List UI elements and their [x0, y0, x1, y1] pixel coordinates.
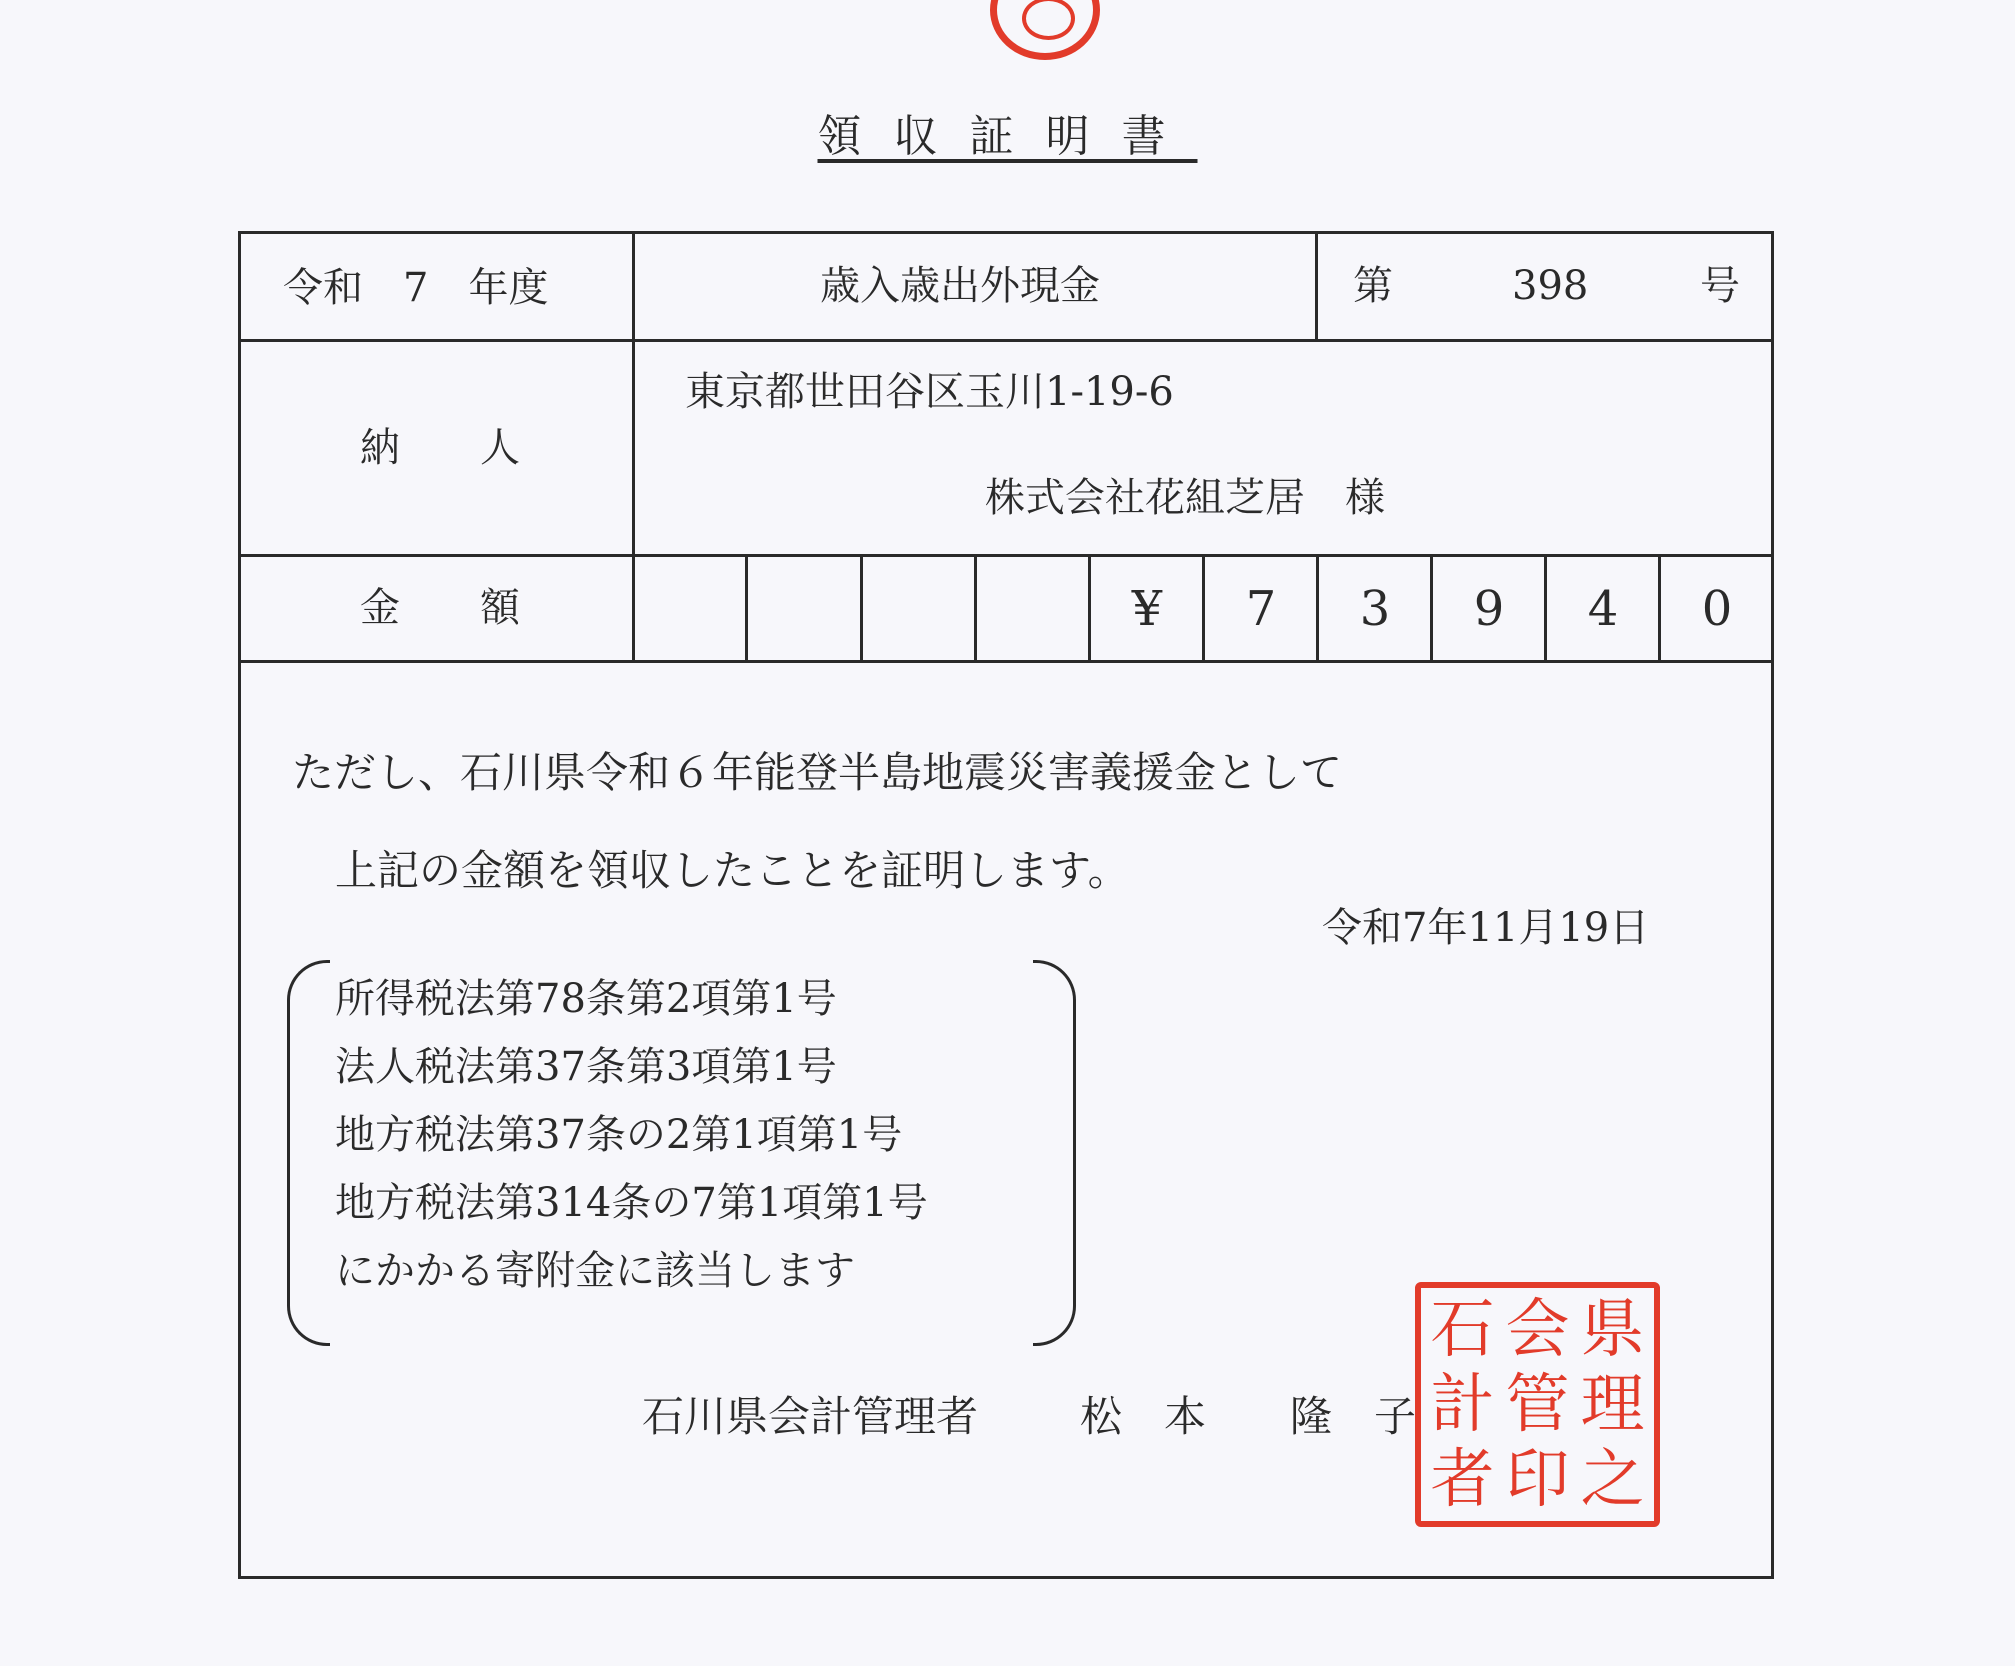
issue-date: 令和7年11月19日	[1322, 905, 1650, 951]
official-seal: 県 理 之 会 管 印 石 計 者	[1415, 1282, 1660, 1527]
column-divider	[1315, 231, 1318, 341]
payer-label: 納 人	[360, 425, 520, 471]
amount-label: 金 額	[360, 585, 520, 631]
digit-divider	[974, 554, 977, 662]
amount-digit: 3	[1359, 581, 1391, 637]
column-divider	[632, 231, 635, 662]
left-bracket	[287, 960, 330, 1346]
signer-title: 石川県会計管理者	[642, 1392, 979, 1441]
amount-digit: 7	[1245, 581, 1277, 637]
row-divider	[238, 339, 1774, 342]
number-prefix: 第	[1353, 263, 1393, 309]
law-reference: 所得税法第78条第2項第1号	[335, 976, 837, 1022]
digit-divider	[860, 554, 863, 662]
amount-digit: 0	[1701, 581, 1733, 637]
digit-divider	[745, 554, 748, 662]
law-reference: 地方税法第37条の2第1項第1号	[335, 1112, 903, 1158]
certification-line: 上記の金額を領収したことを証明します。	[335, 846, 1130, 895]
top-seal-stamp	[990, 0, 1100, 60]
law-reference: 法人税法第37条第3項第1号	[335, 1044, 837, 1090]
signer-name: 松 本 隆 子	[1080, 1392, 1417, 1441]
amount-digit: ¥	[1131, 581, 1163, 637]
payer-name: 株式会社花組芝居 様	[985, 475, 1385, 521]
law-reference: にかかる寄附金に該当します	[335, 1248, 855, 1294]
document-title: 領収証明書	[817, 111, 1198, 162]
purpose-line: ただし、石川県令和６年能登半島地震災害義援金として	[292, 748, 1343, 797]
amount-digit: 9	[1473, 581, 1505, 637]
number-suffix: 号	[1700, 263, 1740, 309]
tax-law-references	[335, 965, 928, 1305]
payer-address: 東京都世田谷区玉川1-19-6	[685, 369, 1174, 415]
right-bracket	[1033, 960, 1076, 1346]
fiscal-year: 令和 7 年度	[283, 265, 549, 311]
account-type: 歳入歳出外現金	[820, 263, 1100, 309]
receipt-number: 398	[1512, 263, 1589, 309]
amount-digit: 4	[1587, 581, 1619, 637]
law-reference: 地方税法第314条の7第1項第1号	[335, 1180, 928, 1226]
